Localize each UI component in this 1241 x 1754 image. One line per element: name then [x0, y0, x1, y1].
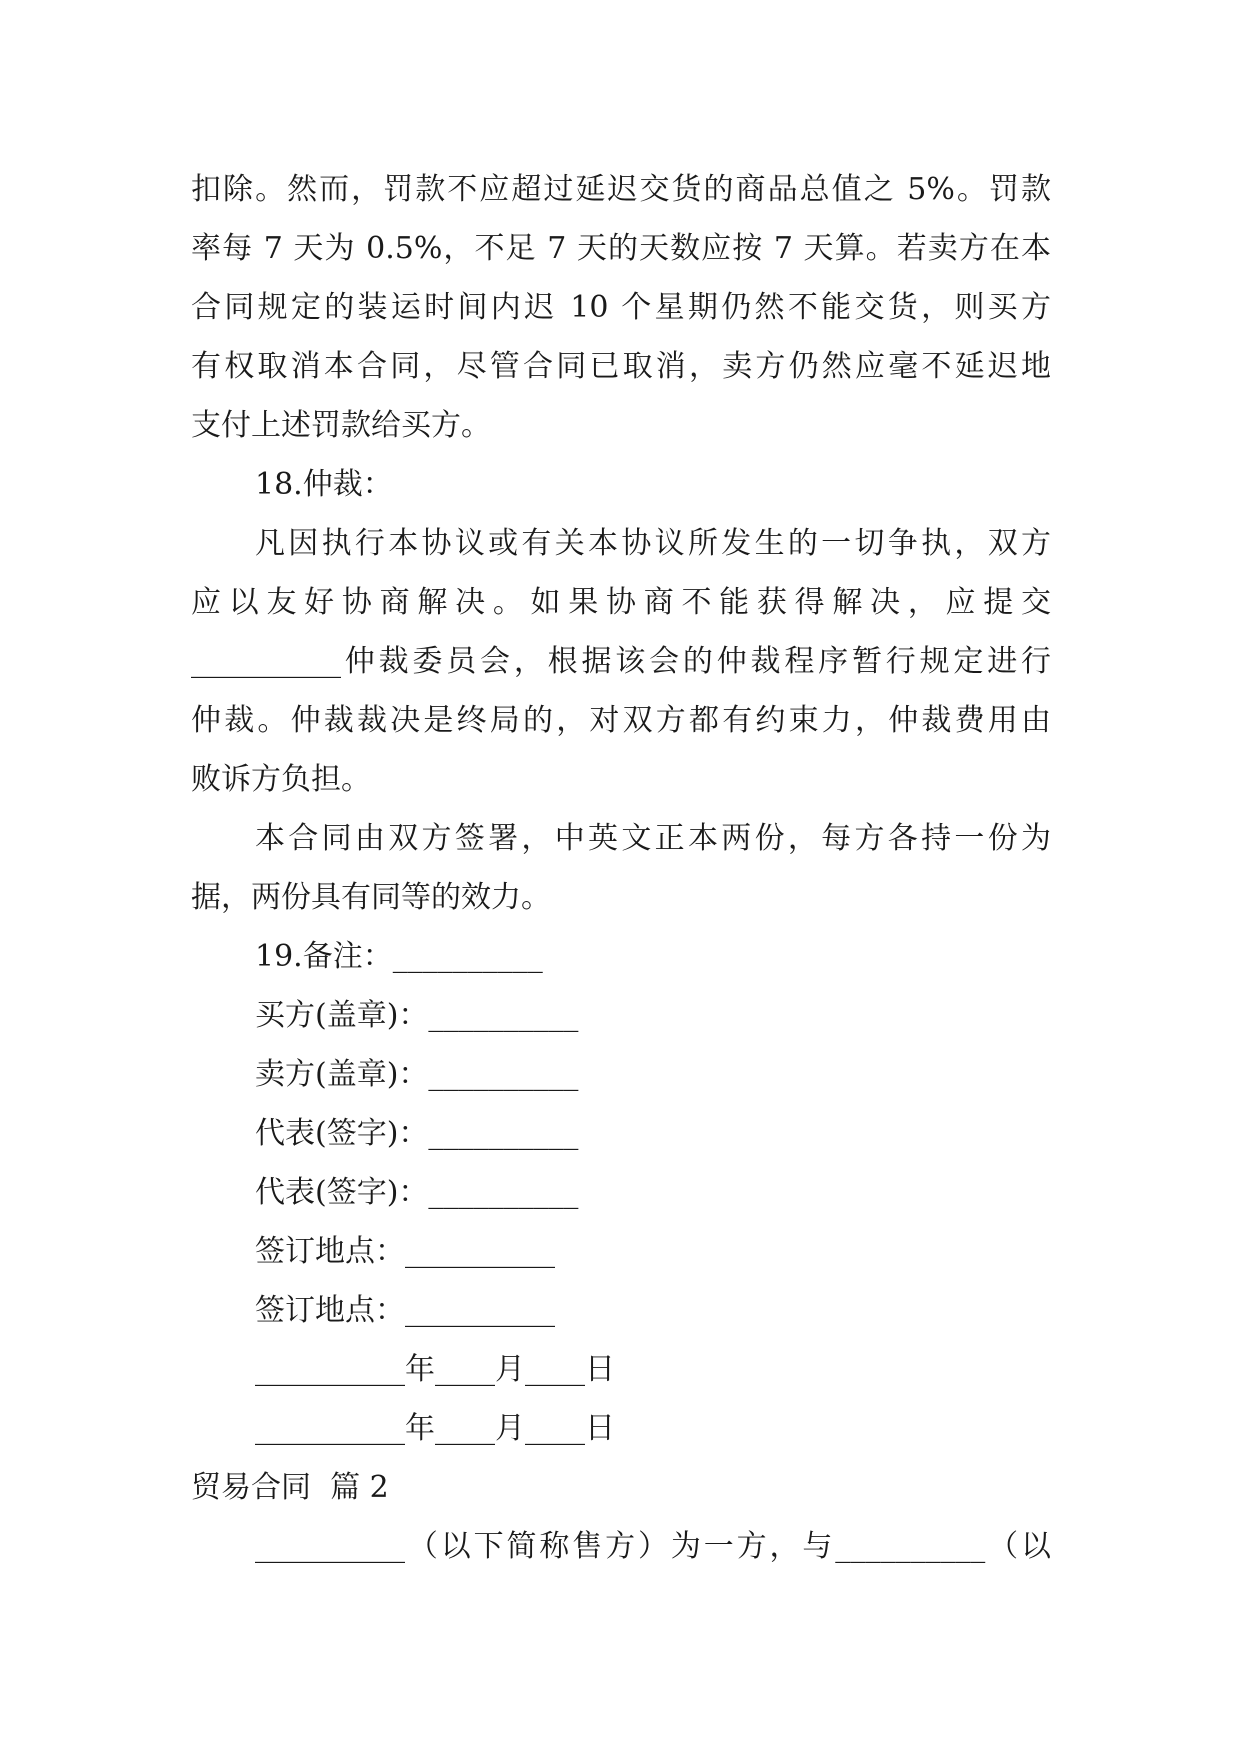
paragraph-line: 合同规定的装运时间内迟 10 个星期仍然不能交货，则买方 [191, 290, 1051, 325]
paragraph-line: __________仲裁委员会，根据该会的仲裁程序暂行规定进行 [191, 644, 1051, 679]
section-title: 贸易合同 篇 2 [191, 1470, 389, 1505]
paragraph-line: 扣除。然而，罚款不应超过延迟交货的商品总值之 5%。罚款 [191, 172, 1051, 207]
signing-place-field: 签订地点：__________ [255, 1293, 555, 1328]
date-field: __________年____月____日 [255, 1352, 615, 1387]
paragraph-line: 败诉方负担。 [191, 762, 371, 797]
representative-signature-field: 代表(签字)：__________ [255, 1175, 579, 1210]
buyer-seal-field: 买方(盖章)：__________ [255, 998, 579, 1033]
paragraph-line: 据，两份具有同等的效力。 [191, 880, 551, 915]
contract-text [191, 160, 1051, 1576]
paragraph-line: 率每 7 天为 0.5%，不足 7 天的天数应按 7 天算。若卖方在本 [191, 231, 1051, 266]
paragraph-line: 凡因执行本协议或有关本协议所发生的一切争执，双方 [255, 526, 1051, 561]
date-field: __________年____月____日 [255, 1411, 615, 1446]
paragraph-line: __________（以下简称售方）为一方，与__________（以 [255, 1529, 1051, 1564]
paragraph-line: 应以友好协商解决。如果协商不能获得解决，应提交 [191, 585, 1051, 620]
paragraph-line: 仲裁。仲裁裁决是终局的，对双方都有约束力，仲裁费用由 [191, 703, 1051, 738]
remarks-field: 19.备注：__________ [255, 939, 543, 974]
seller-seal-field: 卖方(盖章)：__________ [255, 1057, 579, 1092]
paragraph-line: 支付上述罚款给买方。 [191, 408, 491, 443]
paragraph-line: 本合同由双方签署，中英文正本两份，每方各持一份为 [255, 821, 1051, 856]
representative-signature-field: 代表(签字)：__________ [255, 1116, 579, 1151]
signing-place-field: 签订地点：__________ [255, 1234, 555, 1269]
paragraph-line: 有权取消本合同，尽管合同已取消，卖方仍然应毫不延迟地 [191, 349, 1051, 384]
section-heading-arbitration: 18.仲裁： [255, 467, 393, 502]
